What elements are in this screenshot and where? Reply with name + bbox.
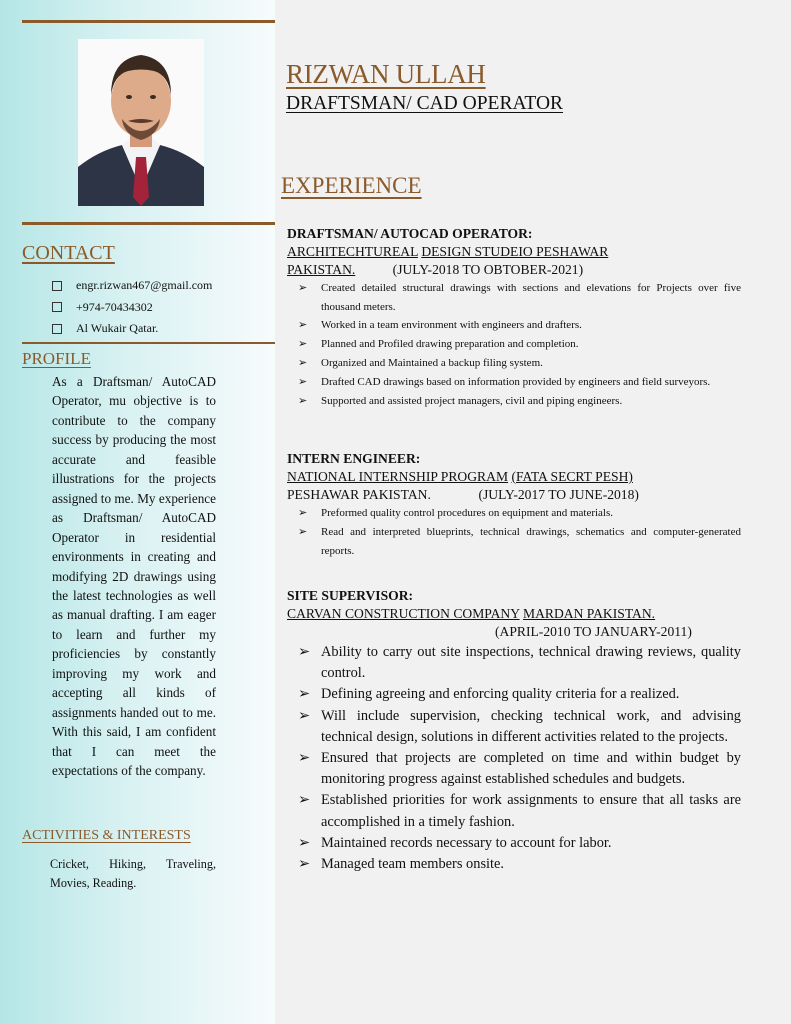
bullet-item: ➢ Read and interpreted blueprints, technical drawings, schematics and computer-generated reports. bbox=[287, 523, 741, 560]
bullet-item: ➢ Managed team members onsite. bbox=[287, 854, 741, 875]
checkbox-icon bbox=[52, 324, 62, 334]
job-title: DRAFTSMAN/ AUTOCAD OPERATOR: bbox=[287, 226, 533, 241]
candidate-name: RIZWAN ULLAH bbox=[286, 59, 486, 89]
bullet-item: ➢ Created detailed structural drawings with sections and elevations for Projects over five thousand meters. bbox=[287, 279, 741, 316]
bullet-item: ➢ Defining agreeing and enforcing quality criteria for a realized. bbox=[287, 684, 741, 705]
bullet-item: ➢ Planned and Profiled drawing preparation and completion. bbox=[287, 335, 741, 354]
experience-heading: EXPERIENCE bbox=[281, 173, 422, 198]
job-company: ARCHITECHTUREAL DESIGN STUDEIO PESHAWAR bbox=[287, 244, 609, 259]
top-divider bbox=[22, 20, 275, 23]
arrow-bullet-icon: ➢ bbox=[298, 338, 308, 350]
arrow-bullet-icon: ➢ bbox=[298, 644, 311, 660]
bullet-item: ➢ Drafted CAD drawings based on information provided by engineers and field surveyors. bbox=[287, 373, 741, 392]
bullet-item: ➢ Established priorities for work assignments to ensure that all tasks are accomplished in a timely fashion. bbox=[298, 792, 741, 830]
contact-divider bbox=[22, 222, 275, 225]
job-bullets bbox=[287, 279, 741, 411]
checkbox-icon bbox=[52, 302, 62, 312]
profile-photo bbox=[78, 39, 204, 206]
job-dates: (APRIL-2010 TO JANUARY-2011) bbox=[495, 624, 692, 639]
interests-text: Cricket, Hiking, Traveling, Movies, Reading. bbox=[50, 857, 216, 890]
contact-phone[interactable]: +974-70434302 bbox=[52, 297, 212, 319]
arrow-bullet-icon: ➢ bbox=[298, 707, 311, 724]
bullet-item: ➢ Ensured that projects are completed on time and within budget by monitoring progress against established schedules and budgets. bbox=[298, 750, 741, 788]
arrow-bullet-icon: ➢ bbox=[298, 319, 308, 331]
arrow-bullet-icon: ➢ bbox=[298, 282, 308, 294]
profile-heading: PROFILE bbox=[22, 349, 91, 368]
arrow-bullet-icon: ➢ bbox=[298, 686, 311, 703]
arrow-bullet-icon: ➢ bbox=[298, 856, 311, 873]
arrow-bullet-icon: ➢ bbox=[298, 750, 311, 767]
job-location-dates: PESHAWAR PAKISTAN. (JULY-2017 TO JUNE-2018) bbox=[287, 487, 639, 502]
contact-email[interactable]: engr.rizwan467@gmail.com bbox=[52, 275, 212, 297]
job-site-supervisor bbox=[287, 587, 741, 875]
contact-heading: CONTACT bbox=[22, 242, 115, 264]
candidate-title: DRAFTSMAN/ CAD OPERATOR bbox=[286, 93, 564, 114]
job-draftsman bbox=[287, 225, 741, 411]
interests-heading: ACTIVITIES & INTERESTS bbox=[22, 828, 191, 843]
profile-divider bbox=[22, 342, 275, 344]
job-intern bbox=[287, 450, 741, 560]
arrow-bullet-icon: ➢ bbox=[298, 507, 308, 519]
arrow-bullet-icon: ➢ bbox=[298, 834, 311, 851]
arrow-bullet-icon: ➢ bbox=[298, 394, 308, 407]
bullet-item: ➢ Maintained records necessary to account for labor. bbox=[287, 833, 741, 854]
arrow-bullet-icon: ➢ bbox=[298, 792, 311, 809]
job-bullets bbox=[287, 642, 741, 875]
bullet-item: ➢ Preformed quality control procedures on equipment and materials. bbox=[287, 504, 741, 523]
job-title: SITE SUPERVISOR: bbox=[287, 588, 414, 603]
job-location-dates: PAKISTAN. (JULY-2018 TO OBTOBER-2021) bbox=[287, 262, 584, 277]
arrow-bullet-icon: ➢ bbox=[298, 526, 308, 538]
portrait-image bbox=[78, 39, 204, 206]
arrow-bullet-icon: ➢ bbox=[298, 357, 308, 369]
bullet-item: ➢ Organized and Maintained a backup filing system. bbox=[287, 354, 741, 373]
bullet-item: ➢ Ability to carry out site inspections, technical drawing reviews, quality control. bbox=[298, 644, 741, 682]
checkbox-icon bbox=[52, 281, 62, 291]
bullet-item: ➢ Supported and assisted project managers, civil and piping engineers. bbox=[287, 392, 741, 411]
profile-text: As a Draftsman/ AutoCAD Operator, mu objective is to contribute to the company success by producing the most accurate and feasible illustrations for the projects assigned to me. My experience as Draftsman/ AutoCAD Operator in residential environments in creating and modifying 2D drawings using the latest technologies as well as manual drafting. I am eager to learn and further my proficiencies by constantly improving my work and accepting all kinds of assignments handed out to me. With this said, I am confident that I can meet the expectations of the company. bbox=[52, 374, 216, 779]
job-company: CARVAN CONSTRUCTION COMPANY MARDAN PAKISTAN. bbox=[287, 606, 656, 621]
job-title: INTERN ENGINEER: bbox=[287, 451, 421, 466]
contact-address: Al Wukair Qatar. bbox=[52, 318, 212, 340]
job-company: NATIONAL INTERNSHIP PROGRAM (FATA SECRT PESH) bbox=[287, 469, 633, 484]
bullet-item: ➢ Worked in a team environment with engineers and drafters. bbox=[287, 316, 741, 335]
job-bullets bbox=[287, 504, 741, 560]
contact-list bbox=[52, 275, 212, 340]
arrow-bullet-icon: ➢ bbox=[298, 376, 308, 388]
bullet-item: ➢ Will include supervision, checking technical work, and advising technical design, solutions in different activities related to the projects. bbox=[298, 707, 741, 745]
